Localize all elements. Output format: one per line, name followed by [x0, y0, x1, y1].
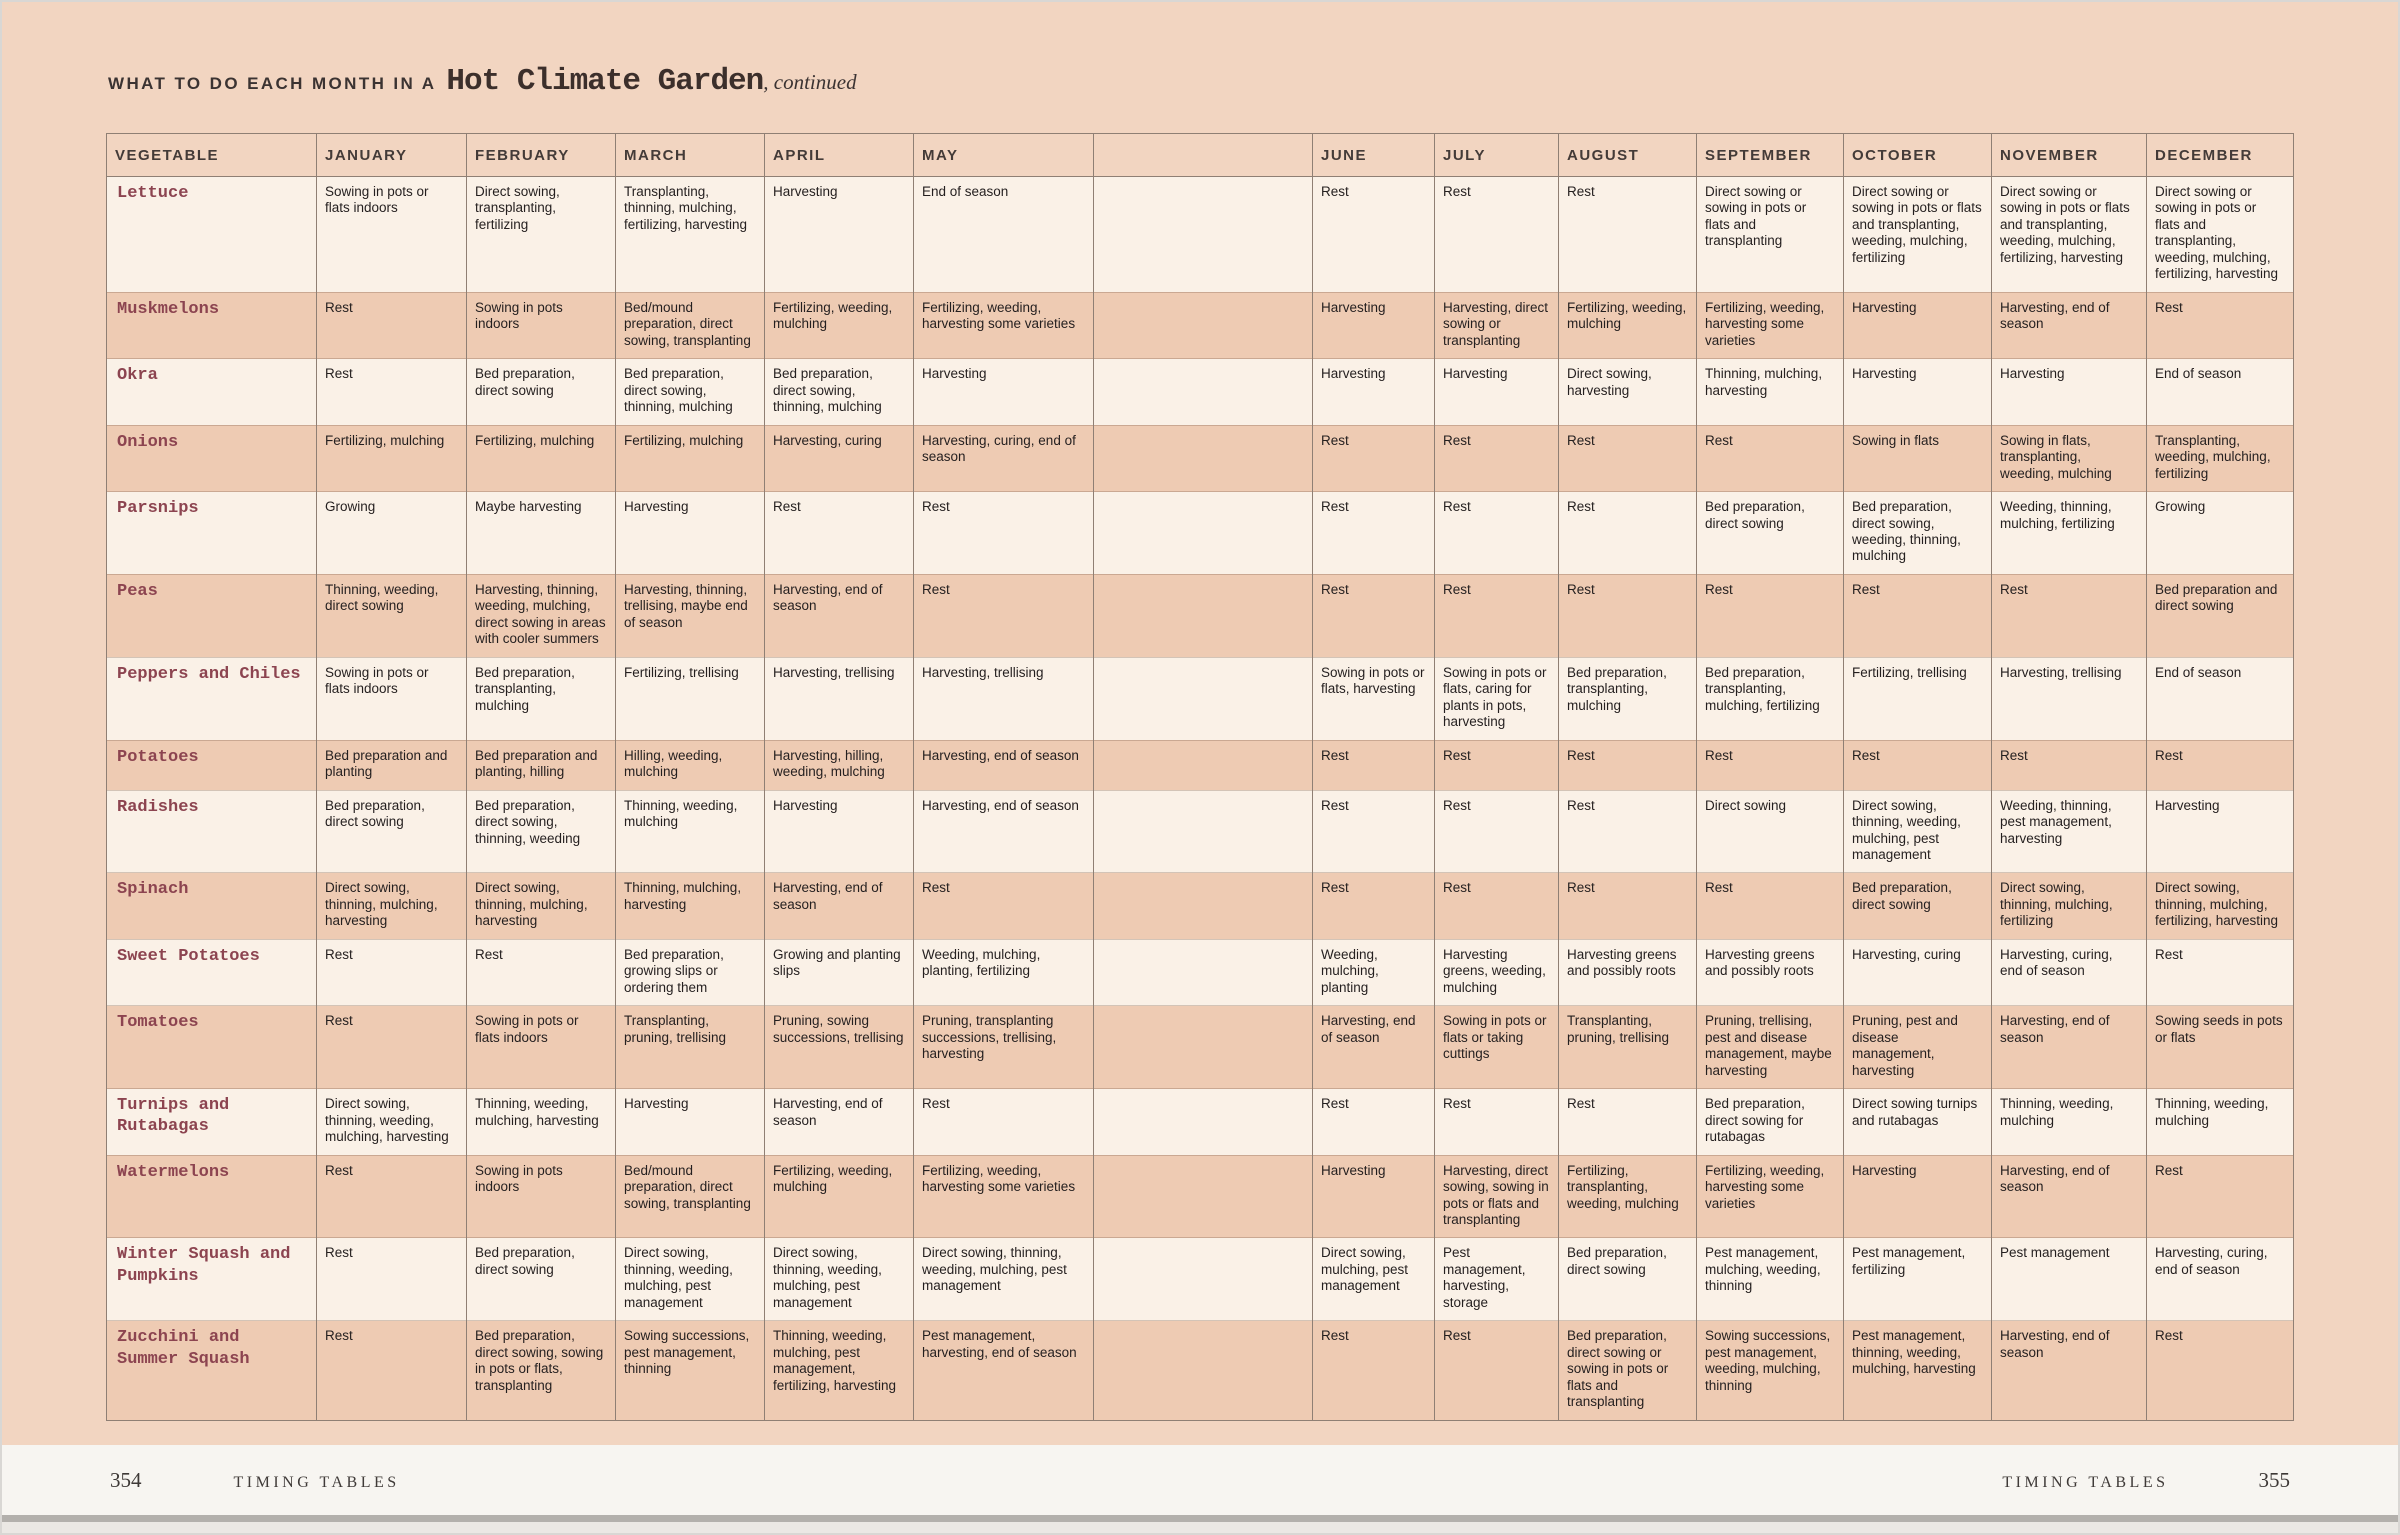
month-cell: Thinning, weeding, mulching — [616, 790, 765, 873]
vegetable-name: Zucchini and Summer Squash — [107, 1321, 317, 1420]
month-cell: Sowing in pots indoors — [467, 292, 616, 358]
month-cell: Fertilizing, weeding, harvesting some varieties — [914, 292, 1094, 358]
month-cell: Rest — [914, 1089, 1094, 1155]
table-row — [107, 574, 2294, 657]
month-cell: Fertilizing, weeding, mulching — [765, 1155, 914, 1238]
page-gutter — [1094, 1238, 1313, 1321]
table-row — [107, 657, 2294, 740]
month-cell: Bed preparation, direct sowing — [1697, 492, 1844, 575]
month-cell: Harvesting — [616, 1089, 765, 1155]
month-cell: Sowing successions, pest management, weeding, mulching, thinning — [1697, 1321, 1844, 1420]
column-header-month: MAY — [914, 134, 1094, 177]
column-header-month: JULY — [1435, 134, 1559, 177]
month-cell: Sowing in pots or flats or taking cuttings — [1435, 1006, 1559, 1089]
page-gutter — [1094, 1006, 1313, 1089]
month-cell: Sowing successions, pest management, thinning — [616, 1321, 765, 1420]
month-cell: Fertilizing, weeding, harvesting some varieties — [914, 1155, 1094, 1238]
month-cell: Harvesting — [1313, 1155, 1435, 1238]
month-cell: Rest — [1559, 790, 1697, 873]
month-cell: Harvesting, curing, end of season — [1992, 939, 2147, 1005]
month-cell: Harvesting, end of season — [914, 740, 1094, 790]
month-cell: Direct sowing, thinning, weeding, mulching, pest management — [765, 1238, 914, 1321]
month-cell: Rest — [1697, 873, 1844, 939]
column-header-month: FEBRUARY — [467, 134, 616, 177]
month-cell: Direct sowing or sowing in pots or flats and transplanting, weeding, mulching, fertilizing — [1844, 177, 1992, 293]
table-row — [107, 177, 2294, 293]
month-cell: Rest — [2147, 740, 2294, 790]
month-cell: Direct sowing, thinning, mulching, fertilizing — [1992, 873, 2147, 939]
month-cell: Direct sowing or sowing in pots or flats and transplanting — [1697, 177, 1844, 293]
title-main: Hot Climate Garden — [446, 64, 764, 99]
month-cell: Bed preparation, growing slips or ordering them — [616, 939, 765, 1005]
month-cell: Pest management — [1992, 1238, 2147, 1321]
month-cell: Harvesting, end of season — [765, 1089, 914, 1155]
column-header-month: NOVEMBER — [1992, 134, 2147, 177]
page-gutter — [1094, 939, 1313, 1005]
month-cell: Rest — [1844, 574, 1992, 657]
month-cell: Growing and planting slips — [765, 939, 914, 1005]
page-gutter — [1094, 1089, 1313, 1155]
month-cell: Direct sowing, thinning, mulching, harvesting — [317, 873, 467, 939]
month-cell: Harvesting, curing — [1844, 939, 1992, 1005]
month-cell: Direct sowing, thinning, weeding, mulching, pest management — [616, 1238, 765, 1321]
month-cell: Harvesting — [2147, 790, 2294, 873]
month-cell: Harvesting — [765, 790, 914, 873]
month-cell: Rest — [317, 1155, 467, 1238]
month-cell: Fertilizing, mulching — [616, 425, 765, 491]
month-cell: Rest — [914, 492, 1094, 575]
table-row — [107, 425, 2294, 491]
month-cell: Rest — [1697, 574, 1844, 657]
column-header-month: AUGUST — [1559, 134, 1697, 177]
month-cell: Rest — [1313, 740, 1435, 790]
month-cell: Harvesting greens and possibly roots — [1697, 939, 1844, 1005]
month-cell: Bed preparation, direct sowing, thinning, mulching — [616, 359, 765, 425]
month-cell: Rest — [1313, 1321, 1435, 1420]
month-cell: Sowing in pots or flats, caring for plants in pots, harvesting — [1435, 657, 1559, 740]
month-cell: Fertilizing, mulching — [317, 425, 467, 491]
month-cell: Rest — [1313, 574, 1435, 657]
month-cell: Transplanting, thinning, mulching, fertilizing, harvesting — [616, 177, 765, 293]
page-bottom-edge-bar — [2, 1515, 2398, 1522]
vegetable-name: Lettuce — [107, 177, 317, 293]
month-cell: Rest — [765, 492, 914, 575]
month-cell: Harvesting, end of season — [914, 790, 1094, 873]
month-cell: Harvesting, thinning, weeding, mulching, direct sowing in areas with cooler summers — [467, 574, 616, 657]
month-cell: Pest management, harvesting, end of season — [914, 1321, 1094, 1420]
table-row — [107, 292, 2294, 358]
table-row — [107, 359, 2294, 425]
title-suffix: , continued — [763, 70, 857, 94]
month-cell: Direct sowing, thinning, weeding, mulching, pest management — [1844, 790, 1992, 873]
month-cell: Transplanting, weeding, mulching, fertilizing — [2147, 425, 2294, 491]
vegetable-name: Parsnips — [107, 492, 317, 575]
month-cell: Sowing in flats — [1844, 425, 1992, 491]
month-cell: Sowing in pots or flats, harvesting — [1313, 657, 1435, 740]
month-cell: Rest — [1559, 425, 1697, 491]
month-cell: Harvesting, end of season — [1992, 1321, 2147, 1420]
table-row — [107, 1089, 2294, 1155]
month-cell: Bed preparation, direct sowing — [467, 359, 616, 425]
month-cell: Pruning, pest and disease management, harvesting — [1844, 1006, 1992, 1089]
month-cell: Direct sowing, mulching, pest management — [1313, 1238, 1435, 1321]
month-cell: Harvesting — [1313, 359, 1435, 425]
page-number-left: 354 — [110, 1467, 142, 1492]
month-cell: Rest — [1313, 425, 1435, 491]
month-cell: Direct sowing — [1697, 790, 1844, 873]
page-gutter — [1094, 177, 1313, 293]
month-cell: Rest — [317, 1006, 467, 1089]
page-number-right: 355 — [2258, 1467, 2290, 1492]
table-row — [107, 939, 2294, 1005]
month-cell: Rest — [2147, 292, 2294, 358]
month-cell: Thinning, weeding, mulching, harvesting — [467, 1089, 616, 1155]
vegetable-name: Potatoes — [107, 740, 317, 790]
month-cell: Maybe harvesting — [467, 492, 616, 575]
month-cell: Pruning, trellising, pest and disease management, maybe harvesting — [1697, 1006, 1844, 1089]
month-cell: Rest — [1313, 790, 1435, 873]
month-cell: Fertilizing, trellising — [1844, 657, 1992, 740]
column-header-month: DECEMBER — [2147, 134, 2294, 177]
month-cell: End of season — [2147, 359, 2294, 425]
month-cell: Direct sowing, transplanting, fertilizing — [467, 177, 616, 293]
month-cell: Sowing in pots or flats indoors — [317, 657, 467, 740]
column-header-month: JANUARY — [317, 134, 467, 177]
footer-left — [110, 1468, 400, 1493]
month-cell: Harvesting — [765, 177, 914, 293]
month-cell: Growing — [317, 492, 467, 575]
month-cell: Bed preparation, direct sowing for rutabagas — [1697, 1089, 1844, 1155]
month-cell: Rest — [1559, 574, 1697, 657]
column-header-month: MARCH — [616, 134, 765, 177]
vegetable-name: Turnips and Rutabagas — [107, 1089, 317, 1155]
month-cell: Transplanting, pruning, trellising — [616, 1006, 765, 1089]
month-cell: Rest — [1435, 740, 1559, 790]
footer-label-left: TIMING TABLES — [233, 1473, 400, 1491]
month-cell: Bed preparation and planting — [317, 740, 467, 790]
month-cell: Harvesting — [914, 359, 1094, 425]
month-cell: Direct sowing or sowing in pots or flats and transplanting, weeding, mulching, fertilizing, harvesting — [2147, 177, 2294, 293]
page-bottom-edge — [2, 1522, 2398, 1533]
month-cell: Thinning, weeding, mulching — [1992, 1089, 2147, 1155]
month-cell: Direct sowing, thinning, weeding, mulching, harvesting — [317, 1089, 467, 1155]
month-cell: Rest — [317, 1321, 467, 1420]
month-cell: Harvesting, end of season — [1992, 1006, 2147, 1089]
month-cell: Rest — [1435, 1321, 1559, 1420]
table-row — [107, 740, 2294, 790]
vegetable-name: Peppers and Chiles — [107, 657, 317, 740]
month-cell: Bed preparation, transplanting, mulching, fertilizing — [1697, 657, 1844, 740]
month-cell: Harvesting, trellising — [1992, 657, 2147, 740]
title-prefix: WHAT TO DO EACH MONTH IN A — [108, 74, 437, 93]
page-gutter — [1094, 1321, 1313, 1420]
month-cell: Bed preparation, direct sowing, weeding, thinning, mulching — [1844, 492, 1992, 575]
month-cell: Rest — [317, 292, 467, 358]
page-gutter — [1094, 292, 1313, 358]
month-cell: Pest management, fertilizing — [1844, 1238, 1992, 1321]
month-cell: Sowing in pots or flats indoors — [317, 177, 467, 293]
month-cell: Rest — [1435, 574, 1559, 657]
month-cell: Bed preparation, direct sowing, thinning, mulching — [765, 359, 914, 425]
footer-label-right: TIMING TABLES — [2002, 1473, 2169, 1491]
month-cell: Harvesting greens, weeding, mulching — [1435, 939, 1559, 1005]
vegetable-name: Radishes — [107, 790, 317, 873]
month-cell: Fertilizing, trellising — [616, 657, 765, 740]
month-cell: Bed/mound preparation, direct sowing, transplanting — [616, 1155, 765, 1238]
month-cell: Bed/mound preparation, direct sowing, transplanting — [616, 292, 765, 358]
month-cell: Rest — [1559, 492, 1697, 575]
month-cell: Harvesting greens and possibly roots — [1559, 939, 1697, 1005]
month-cell: Pruning, sowing successions, trellising — [765, 1006, 914, 1089]
vegetable-name: Onions — [107, 425, 317, 491]
month-cell: Pest management, harvesting, storage — [1435, 1238, 1559, 1321]
month-cell: Growing — [2147, 492, 2294, 575]
month-cell: Hilling, weeding, mulching — [616, 740, 765, 790]
month-cell: Direct sowing turnips and rutabagas — [1844, 1089, 1992, 1155]
month-cell: Sowing in pots or flats indoors — [467, 1006, 616, 1089]
month-cell: Harvesting — [1435, 359, 1559, 425]
month-cell: End of season — [914, 177, 1094, 293]
month-cell: Harvesting — [1844, 1155, 1992, 1238]
table-row — [107, 1006, 2294, 1089]
month-cell: Rest — [1559, 1089, 1697, 1155]
month-cell: Harvesting, curing — [765, 425, 914, 491]
month-cell: Harvesting, end of season — [1313, 1006, 1435, 1089]
month-cell: Rest — [2147, 1155, 2294, 1238]
page-gutter — [1094, 1155, 1313, 1238]
month-cell: Rest — [1697, 740, 1844, 790]
month-cell: Fertilizing, weeding, mulching — [765, 292, 914, 358]
month-cell: Thinning, weeding, direct sowing — [317, 574, 467, 657]
column-header-month: SEPTEMBER — [1697, 134, 1844, 177]
month-cell: Bed preparation, direct sowing — [1559, 1238, 1697, 1321]
month-cell: Rest — [1435, 1089, 1559, 1155]
month-cell: Weeding, thinning, mulching, fertilizing — [1992, 492, 2147, 575]
month-cell: Thinning, weeding, mulching, pest management, fertilizing, harvesting — [765, 1321, 914, 1420]
table-row — [107, 1321, 2294, 1420]
month-cell: Harvesting, direct sowing, sowing in pots or flats and transplanting — [1435, 1155, 1559, 1238]
month-cell: Harvesting, end of season — [1992, 292, 2147, 358]
table-row — [107, 1238, 2294, 1321]
month-cell: Rest — [317, 1238, 467, 1321]
month-cell: Fertilizing, transplanting, weeding, mulching — [1559, 1155, 1697, 1238]
month-cell: Bed preparation and direct sowing — [2147, 574, 2294, 657]
vegetable-name: Winter Squash and Pumpkins — [107, 1238, 317, 1321]
month-cell: Pest management, thinning, weeding, mulching, harvesting — [1844, 1321, 1992, 1420]
page-gutter — [1094, 492, 1313, 575]
month-cell: Harvesting, trellising — [765, 657, 914, 740]
month-cell: Harvesting — [616, 492, 765, 575]
page-gutter — [1094, 657, 1313, 740]
month-cell: Sowing in pots indoors — [467, 1155, 616, 1238]
month-cell: Harvesting, trellising — [914, 657, 1094, 740]
month-cell: Bed preparation, direct sowing, thinning, weeding — [467, 790, 616, 873]
month-cell: Rest — [1992, 740, 2147, 790]
month-cell: Rest — [1313, 492, 1435, 575]
month-cell: Thinning, mulching, harvesting — [616, 873, 765, 939]
month-cell: Fertilizing, mulching — [467, 425, 616, 491]
month-cell: Rest — [1313, 177, 1435, 293]
month-cell: Transplanting, pruning, trellising — [1559, 1006, 1697, 1089]
month-cell: Harvesting — [1844, 292, 1992, 358]
month-cell: Rest — [2147, 1321, 2294, 1420]
month-cell: Bed preparation, direct sowing — [1844, 873, 1992, 939]
month-cell: Harvesting — [1844, 359, 1992, 425]
month-cell: Harvesting — [1992, 359, 2147, 425]
vegetable-name: Muskmelons — [107, 292, 317, 358]
month-cell: Bed preparation and planting, hilling — [467, 740, 616, 790]
month-cell: Rest — [1559, 177, 1697, 293]
month-cell: Harvesting, end of season — [765, 873, 914, 939]
month-cell: Rest — [914, 574, 1094, 657]
month-cell: Rest — [1844, 740, 1992, 790]
month-cell: Pruning, transplanting successions, trellising, harvesting — [914, 1006, 1094, 1089]
month-cell: Fertilizing, weeding, mulching — [1559, 292, 1697, 358]
footer — [2, 1445, 2398, 1515]
page-title — [108, 64, 2398, 99]
page-gutter — [1094, 574, 1313, 657]
month-cell: Fertilizing, weeding, harvesting some varieties — [1697, 292, 1844, 358]
month-cell: End of season — [2147, 657, 2294, 740]
column-header-month: JUNE — [1313, 134, 1435, 177]
vegetable-name: Okra — [107, 359, 317, 425]
month-cell: Sowing seeds in pots or flats — [2147, 1006, 2294, 1089]
month-cell: Rest — [914, 873, 1094, 939]
month-cell: Rest — [2147, 939, 2294, 1005]
month-cell: Direct sowing, thinning, weeding, mulching, pest management — [914, 1238, 1094, 1321]
month-cell: Thinning, mulching, harvesting — [1697, 359, 1844, 425]
page-gutter — [1094, 740, 1313, 790]
column-header-month: APRIL — [765, 134, 914, 177]
month-cell: Direct sowing or sowing in pots or flats and transplanting, weeding, mulching, fertilizing, harvesting — [1992, 177, 2147, 293]
page-gutter — [1094, 134, 1313, 177]
month-cell: Rest — [1435, 492, 1559, 575]
month-cell: Pest management, mulching, weeding, thinning — [1697, 1238, 1844, 1321]
timing-table — [106, 133, 2294, 1421]
table-header-row — [107, 134, 2294, 177]
month-cell: Bed preparation, transplanting, mulching — [1559, 657, 1697, 740]
month-cell: Harvesting, curing, end of season — [2147, 1238, 2294, 1321]
month-cell: Rest — [1435, 873, 1559, 939]
month-cell: Harvesting, curing, end of season — [914, 425, 1094, 491]
page-content — [2, 2, 2398, 1421]
month-cell: Weeding, thinning, pest management, harvesting — [1992, 790, 2147, 873]
month-cell: Sowing in flats, transplanting, weeding, mulching — [1992, 425, 2147, 491]
month-cell: Fertilizing, weeding, harvesting some varieties — [1697, 1155, 1844, 1238]
month-cell: Bed preparation, direct sowing — [467, 1238, 616, 1321]
month-cell: Weeding, mulching, planting, fertilizing — [914, 939, 1094, 1005]
table-row — [107, 1155, 2294, 1238]
month-cell: Rest — [1697, 425, 1844, 491]
month-cell: Direct sowing, thinning, mulching, harvesting — [467, 873, 616, 939]
month-cell: Harvesting, thinning, trellising, maybe end of season — [616, 574, 765, 657]
vegetable-name: Peas — [107, 574, 317, 657]
page-gutter — [1094, 359, 1313, 425]
month-cell: Rest — [1435, 177, 1559, 293]
month-cell: Bed preparation, direct sowing or sowing in pots or flats and transplanting — [1559, 1321, 1697, 1420]
month-cell: Thinning, weeding, mulching — [2147, 1089, 2294, 1155]
column-header-vegetable: VEGETABLE — [107, 134, 317, 177]
month-cell: Rest — [1435, 425, 1559, 491]
month-cell: Harvesting, direct sowing or transplanting — [1435, 292, 1559, 358]
vegetable-name: Sweet Potatoes — [107, 939, 317, 1005]
month-cell: Weeding, mulching, planting — [1313, 939, 1435, 1005]
month-cell: Harvesting, end of season — [1992, 1155, 2147, 1238]
month-cell: Bed preparation, transplanting, mulching — [467, 657, 616, 740]
month-cell: Rest — [1559, 873, 1697, 939]
page-gutter — [1094, 790, 1313, 873]
month-cell: Direct sowing, thinning, mulching, fertilizing, harvesting — [2147, 873, 2294, 939]
month-cell: Harvesting, hilling, weeding, mulching — [765, 740, 914, 790]
table-row — [107, 873, 2294, 939]
vegetable-name: Spinach — [107, 873, 317, 939]
vegetable-name: Watermelons — [107, 1155, 317, 1238]
column-header-month: OCTOBER — [1844, 134, 1992, 177]
month-cell: Direct sowing, harvesting — [1559, 359, 1697, 425]
month-cell: Rest — [1559, 740, 1697, 790]
month-cell: Rest — [1313, 1089, 1435, 1155]
month-cell: Rest — [1992, 574, 2147, 657]
month-cell: Rest — [317, 939, 467, 1005]
table-row — [107, 790, 2294, 873]
page-gutter — [1094, 425, 1313, 491]
vegetable-name: Tomatoes — [107, 1006, 317, 1089]
table-row — [107, 492, 2294, 575]
month-cell: Rest — [467, 939, 616, 1005]
month-cell: Bed preparation, direct sowing — [317, 790, 467, 873]
month-cell: Harvesting — [1313, 292, 1435, 358]
month-cell: Rest — [1313, 873, 1435, 939]
page-gutter — [1094, 873, 1313, 939]
month-cell: Rest — [317, 359, 467, 425]
month-cell: Harvesting, end of season — [765, 574, 914, 657]
month-cell: Bed preparation, direct sowing, sowing in pots or flats, transplanting — [467, 1321, 616, 1420]
month-cell: Rest — [1435, 790, 1559, 873]
footer-right — [2002, 1468, 2290, 1493]
